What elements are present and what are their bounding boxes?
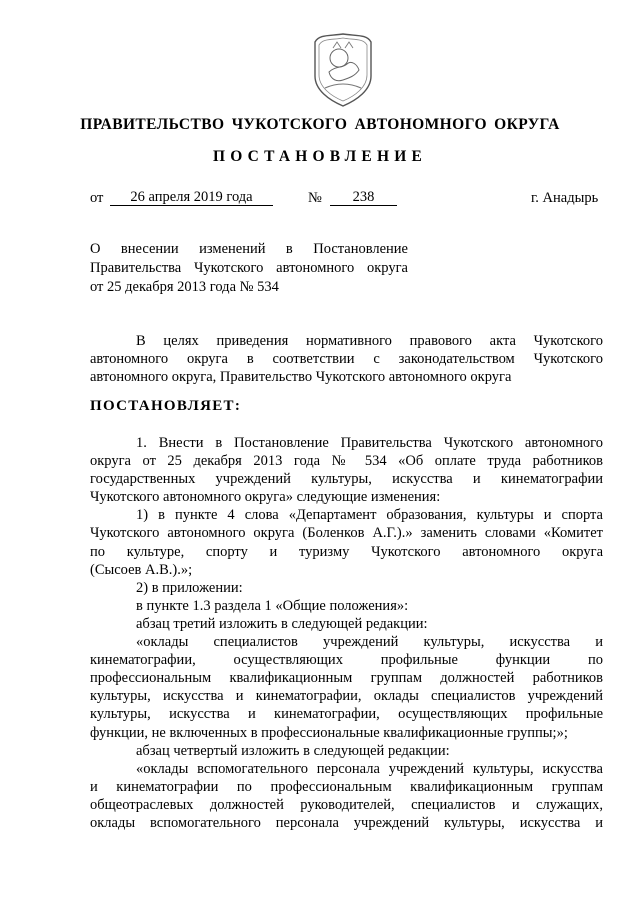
- preamble-line: автономного округа, Правительство Чукотского автономного округа: [90, 369, 512, 386]
- body-line: округа от 25 декабря 2013 года № 534 «Об оплате труда работников: [90, 453, 603, 470]
- body-line: государственных учреждений культуры, искусства и кинематографии: [90, 471, 603, 488]
- body-line: Чукотского автономного округа» следующие изменения:: [90, 489, 441, 506]
- body-line: «оклады специалистов учреждений культуры, искусства и: [136, 634, 603, 651]
- body-line: в пункте 1.3 раздела 1 «Общие положения»:: [136, 597, 409, 614]
- preamble-line: В целях приведения нормативного правового акта Чукотского: [136, 333, 603, 349]
- document-date: 26 апреля 2019 года: [110, 190, 273, 206]
- body-line: (Сысоев А.В.).»;: [90, 561, 193, 578]
- body-line: абзац третий изложить в следующей редакции:: [136, 615, 428, 632]
- government-title: ПРАВИТЕЛЬСТВО ЧУКОТСКОГО АВТОНОМНОГО ОКРУГА: [80, 116, 560, 133]
- body-line: культуры, искусства и кинематографии, осуществляющих профильные: [90, 706, 603, 723]
- coat-of-arms-emblem: [309, 28, 377, 108]
- body-line: кинематографии, осуществляющих профильные функции по: [90, 652, 603, 669]
- body-line: функции, не включенных в профессиональные квалификационные группы;»;: [90, 724, 568, 741]
- body-line: 1. Внести в Постановление Правительства Чукотского автономного: [136, 435, 603, 451]
- body-line: оклады вспомогательного персонала учреждений культуры, искусства и: [90, 814, 603, 831]
- document-number: 238: [330, 190, 397, 206]
- preamble: [90, 332, 603, 386]
- preamble-line: автономного округа в соответствии с законодательством Чукотского: [90, 351, 603, 368]
- decree-body: [90, 434, 603, 832]
- body-line: культуры, искусства и кинематографии, оклады специалистов учреждений: [90, 688, 603, 705]
- body-line: 1) в пункте 4 слова «Департамент образования, культуры и спорта: [136, 507, 603, 524]
- subject-line: О внесении изменений в Постановление: [90, 241, 408, 257]
- body-line: по культуре, спорту и туризму Чукотского автономного округа: [90, 543, 603, 560]
- body-line: общеотраслевых должностей руководителей, специалистов и служащих,: [90, 796, 603, 813]
- resolves-heading: ПОСТАНОВЛЯЕТ:: [90, 398, 242, 414]
- date-from-label: от: [90, 190, 104, 206]
- document-subject: [90, 240, 408, 297]
- body-line: профессиональным квалификационным группам должностей работников: [90, 670, 603, 687]
- body-line: 2) в приложении:: [136, 579, 243, 596]
- body-line: и кинематографии по профессиональным квалификационным группам: [90, 778, 603, 795]
- body-line: абзац четвертый изложить в следующей редакции:: [136, 742, 450, 759]
- subject-line: Правительства Чукотского автономного округа: [90, 260, 408, 276]
- document-type-title: ПОСТАНОВЛЕНИЕ: [212, 148, 428, 165]
- document-city: г. Анадырь: [531, 190, 599, 206]
- body-line: «оклады вспомогательного персонала учреждений культуры, искусства: [136, 760, 603, 777]
- subject-line: от 25 декабря 2013 года № 534: [90, 279, 279, 295]
- document-number-label: №: [308, 190, 322, 206]
- body-line: Чукотского автономного округа (Боленков А.Г.).» заменить словами «Комитет: [90, 525, 603, 542]
